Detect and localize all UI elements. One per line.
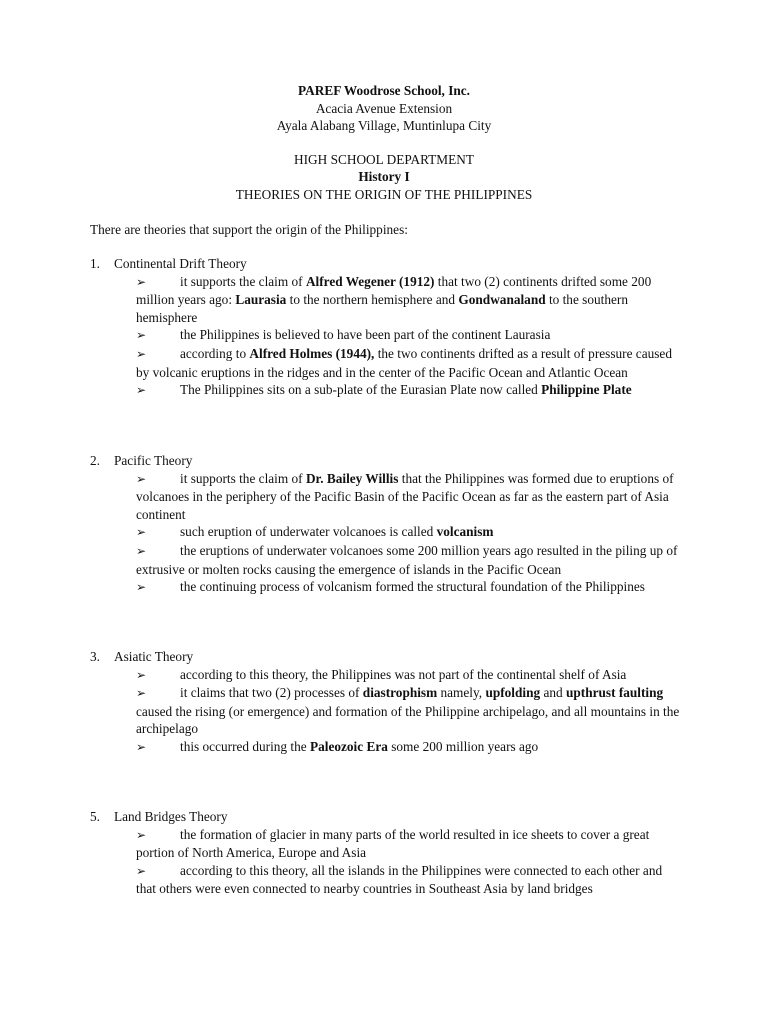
bullet-item — [136, 523, 680, 542]
bullet-text: and — [540, 685, 566, 701]
section-number: 3. — [90, 649, 100, 664]
bold-term: upfolding — [485, 685, 541, 701]
section-title: Land Bridges Theory — [114, 809, 228, 824]
document-header — [0, 82, 768, 204]
arrow-bullet-icon: ➢ — [136, 346, 147, 361]
bullet-item — [136, 326, 680, 345]
bullet-text: such eruption of underwater volcanoes is called — [180, 524, 437, 540]
bullet-item — [136, 738, 680, 757]
bullet-text: this occurred during the — [180, 738, 310, 754]
bullet-item — [136, 273, 680, 327]
bold-term: Paleozoic Era — [309, 738, 388, 754]
bullet-text: the eruptions of underwater volcanoes some 200 million years ago resulted in the piling up of extrusive or molten rocks causing the emergence of islands in the Pacific Ocean — [136, 542, 678, 577]
arrow-bullet-icon: ➢ — [136, 525, 147, 540]
section-title: Asiatic Theory — [114, 649, 194, 664]
bold-term: Laurasia — [235, 292, 287, 308]
section-heading — [90, 255, 680, 273]
section-number: 5. — [90, 809, 100, 824]
bullet-list — [90, 666, 680, 757]
bullet-text: it supports the claim of — [180, 470, 306, 486]
subject-name: History I — [358, 169, 410, 185]
document-title: THEORIES ON THE ORIGIN OF THE PHILIPPINES — [235, 186, 533, 202]
arrow-bullet-icon: ➢ — [136, 471, 147, 486]
bullet-text: according to — [180, 345, 250, 361]
arrow-bullet-icon: ➢ — [136, 686, 147, 701]
department-name: HIGH SCHOOL DEPARTMENT — [294, 151, 474, 167]
arrow-bullet-icon: ➢ — [136, 543, 147, 558]
bullet-item — [136, 826, 680, 862]
arrow-bullet-icon: ➢ — [136, 739, 147, 754]
section-title: Continental Drift Theory — [114, 256, 247, 271]
bold-term: diastrophism — [362, 685, 438, 701]
arrow-bullet-icon: ➢ — [136, 274, 147, 289]
bullet-text: the two continents drifted as a result of pressure caused by volcanic eruptions in the ridges and in the center of the Pacific Ocean and Atlantic Ocean — [136, 345, 672, 380]
bullet-item — [136, 862, 680, 898]
section-title: Pacific Theory — [114, 453, 193, 468]
section-pacific — [90, 452, 680, 597]
bullet-text: it claims that two (2) processes of — [180, 685, 363, 701]
bold-term: Gondwanaland — [458, 292, 546, 308]
bullet-text: caused the rising (or emergence) and formation of the Philippine archipelago, and all mountains in the archipelago — [136, 703, 680, 737]
bold-term: Alfred Wegener (1912) — [305, 273, 435, 289]
bullet-text: some 200 million years ago — [387, 738, 539, 754]
bullet-item — [136, 345, 680, 381]
arrow-bullet-icon: ➢ — [136, 863, 147, 878]
section-continental-drift — [90, 255, 680, 400]
bullet-text: that the Philippines was formed due to eruptions of volcanoes in the periphery of the Pacific Basin of the Pacific Ocean as far as the eastern part of Asia continent — [136, 470, 674, 522]
bullet-text: it supports the claim of — [180, 273, 306, 289]
school-name: PAREF Woodrose School, Inc. — [297, 83, 470, 98]
bullet-text: namely, — [437, 685, 486, 701]
bold-term: Dr. Bailey Willis — [305, 470, 399, 486]
bullet-item — [136, 666, 680, 685]
bullet-text: the Philippines is believed to have been part of the continent Laurasia — [180, 327, 551, 343]
bullet-text: that two (2) continents drifted some 200 million years ago: — [136, 273, 652, 308]
intro-text: There are theories that support the origin of the Philippines: — [90, 222, 408, 237]
bullet-text: according to this theory, all the islands in the Philippines were connected to each other and that others were even connected to nearby countries in Southeast Asia by land bridges — [136, 862, 663, 897]
bullet-text: the continuing process of volcanism formed the structural foundation of the Philippines — [180, 579, 645, 595]
bullet-text: the formation of glacier in many parts of the world resulted in ice sheets to cover a great portion of North America, Europe and Asia — [136, 826, 650, 861]
bold-term: upthrust faulting — [566, 685, 664, 701]
section-number: 1. — [90, 256, 100, 271]
bullet-item — [136, 542, 680, 578]
bullet-item — [136, 578, 680, 597]
bullet-item — [136, 470, 680, 524]
arrow-bullet-icon: ➢ — [136, 328, 147, 343]
arrow-bullet-icon: ➢ — [136, 827, 147, 842]
bullet-item — [136, 684, 680, 738]
bullet-list — [90, 273, 680, 400]
school-city: Ayala Alabang Village, Muntinlupa City — [276, 118, 492, 134]
bullet-item — [136, 381, 680, 400]
bullet-text: to the southern hemisphere — [136, 292, 628, 325]
bullet-list — [90, 470, 680, 597]
section-number: 2. — [90, 453, 100, 468]
school-street: Acacia Avenue Extension — [315, 100, 453, 116]
section-heading — [90, 648, 680, 666]
section-land-bridges — [90, 808, 680, 898]
bullet-list — [90, 826, 680, 898]
section-heading — [90, 808, 680, 826]
section-asiatic — [90, 648, 680, 757]
bullet-text: The Philippines sits on a sub-plate of the Eurasian Plate now called — [180, 382, 542, 398]
header-spacer — [0, 135, 768, 151]
arrow-bullet-icon: ➢ — [136, 580, 147, 595]
arrow-bullet-icon: ➢ — [136, 383, 147, 398]
bold-term: volcanism — [436, 524, 494, 540]
bullet-text: according to this theory, the Philippines was not part of the continental shelf of Asia — [180, 666, 627, 682]
bold-term: Philippine Plate — [541, 382, 632, 398]
bullet-text: to the northern hemisphere and — [286, 292, 459, 308]
arrow-bullet-icon: ➢ — [136, 667, 147, 682]
section-heading — [90, 452, 680, 470]
bold-term: Alfred Holmes (1944), — [249, 345, 375, 361]
